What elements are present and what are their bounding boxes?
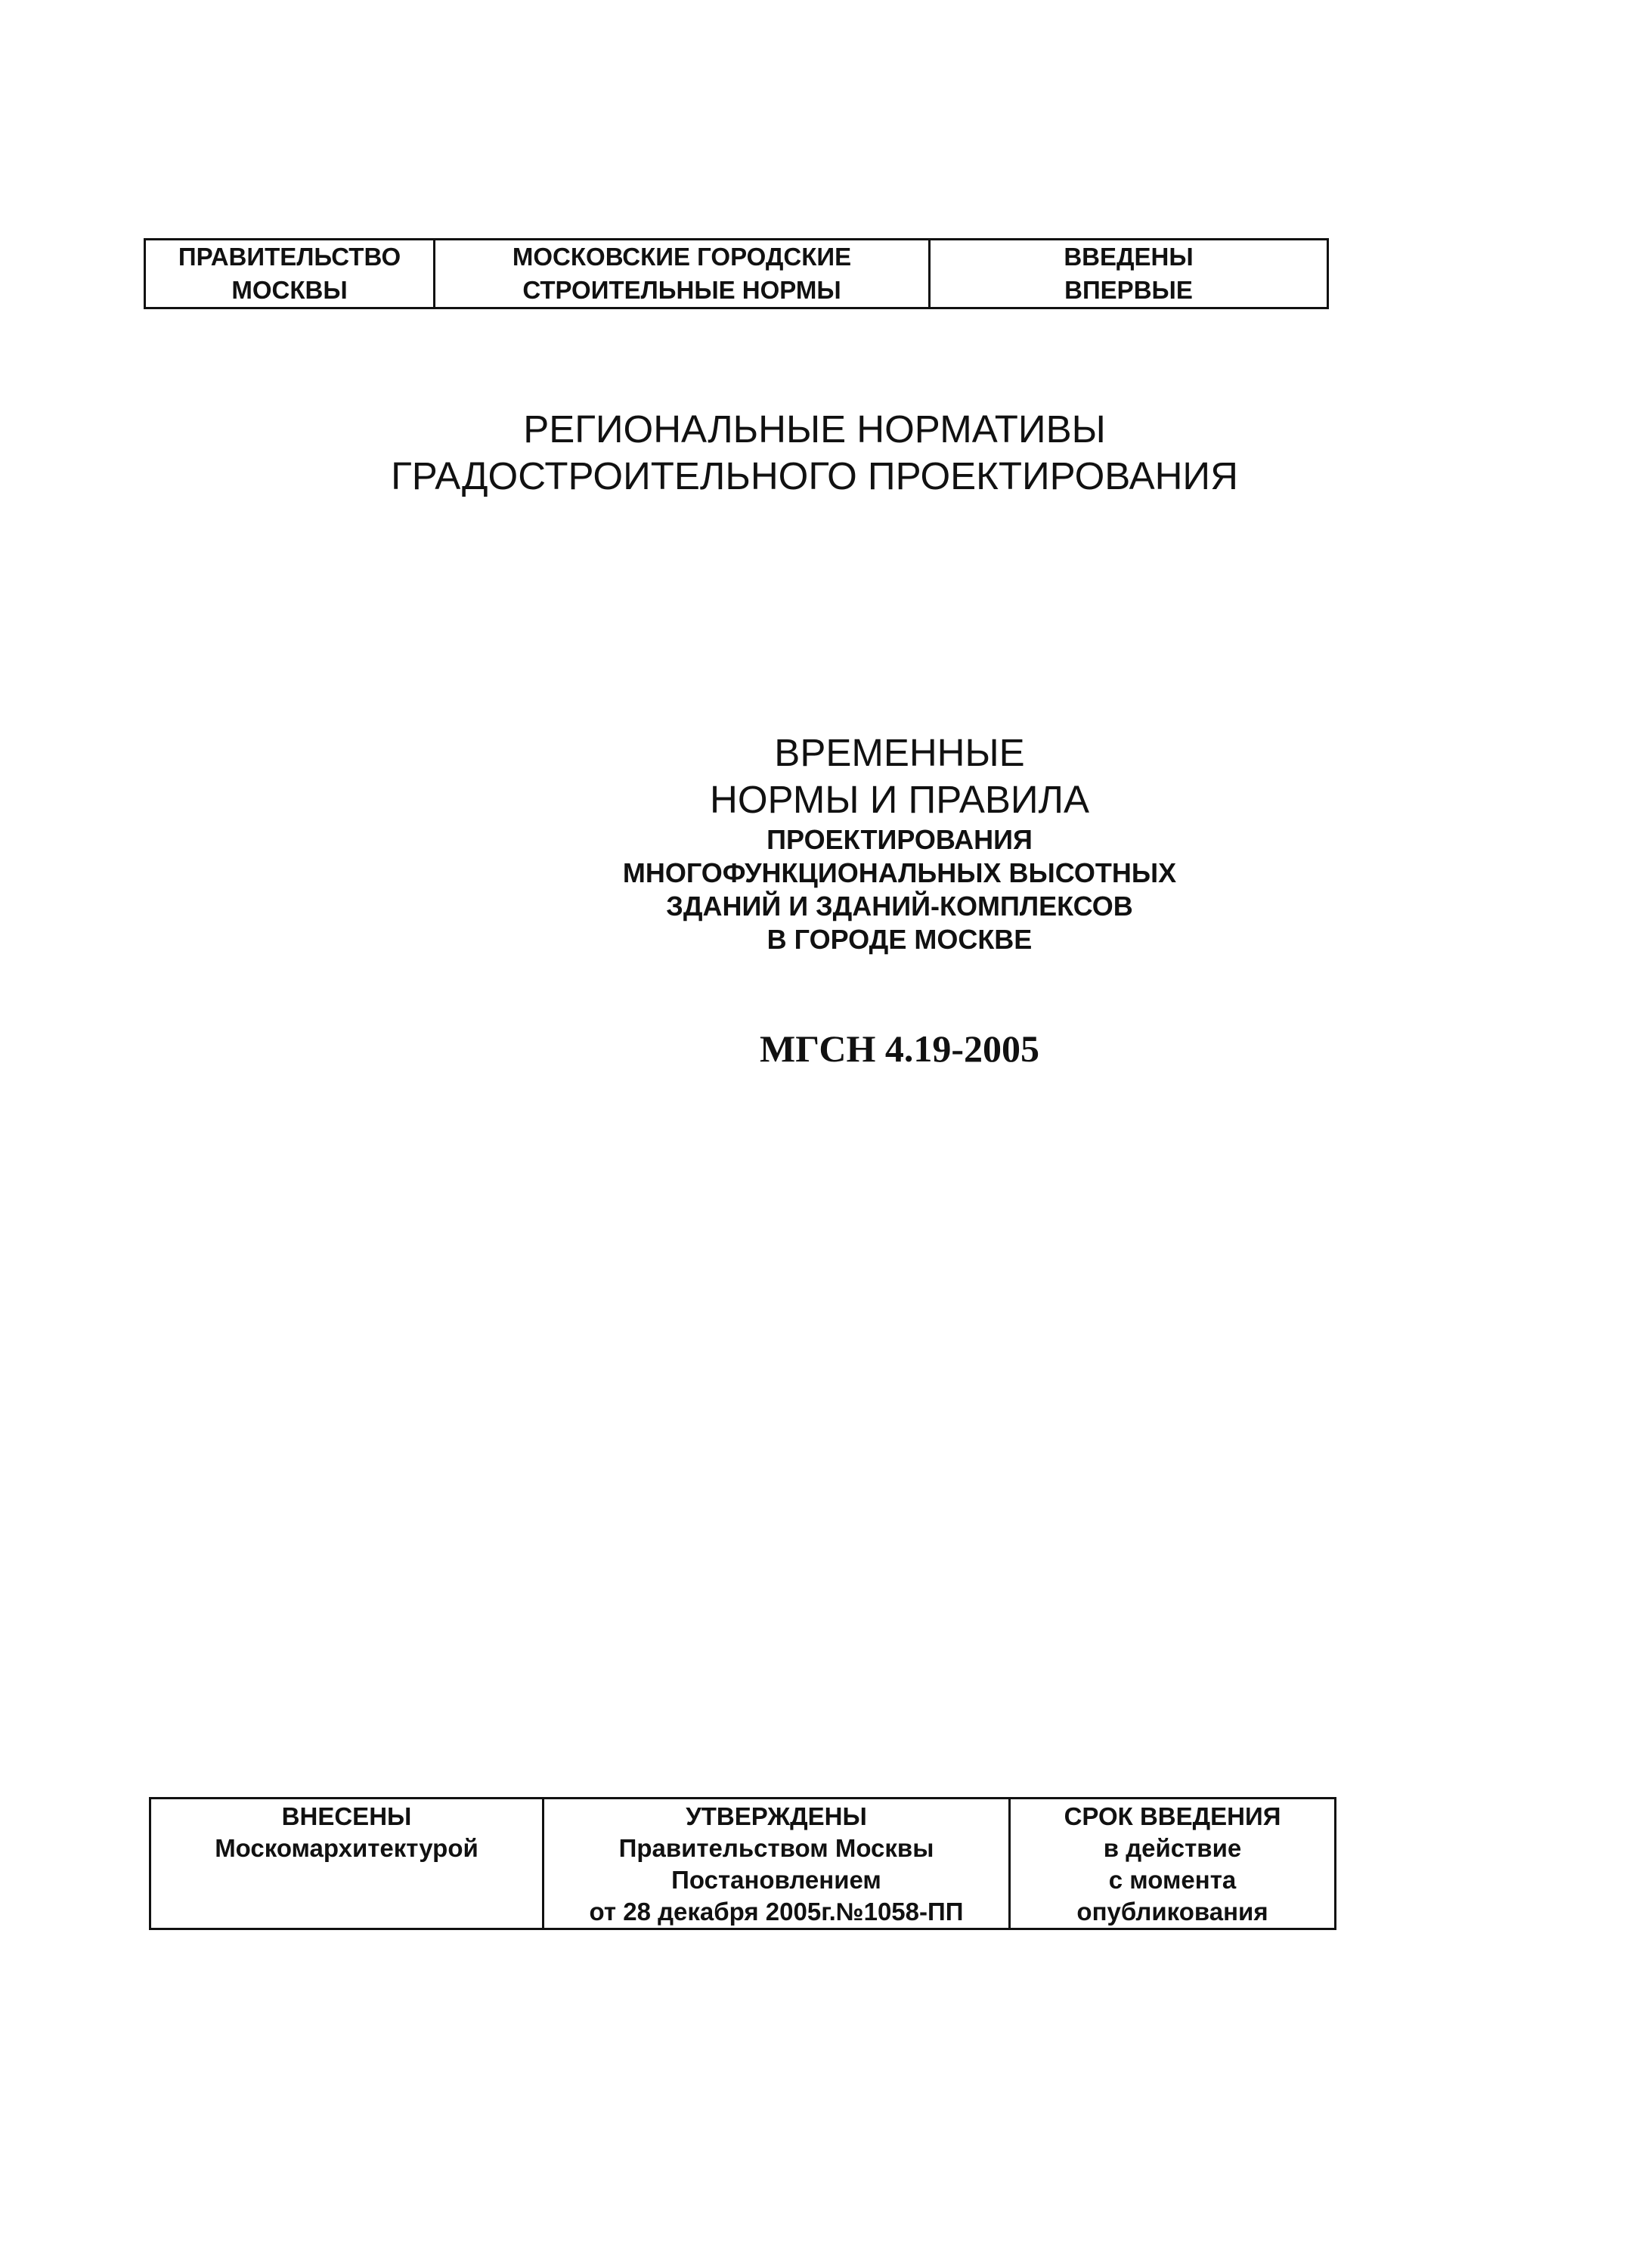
footer-cell-line: с момента — [1108, 1866, 1237, 1894]
header-cell-line: ПРАВИТЕЛЬСТВО — [178, 243, 401, 271]
subtitle-main — [522, 730, 1277, 823]
subtitle-detail-line: МНОГОФУНКЦИОНАЛЬНЫХ ВЫСОТНЫХ — [622, 857, 1177, 888]
header-cell-line: МОСКВЫ — [231, 276, 348, 304]
header-cell-line: МОСКОВСКИЕ ГОРОДСКИЕ — [512, 243, 852, 271]
document-code: МГСН 4.19-2005 — [760, 1027, 1039, 1070]
header-cell-norms — [435, 240, 930, 308]
footer-cell-line: от 28 декабря 2005г.№1058-ПП — [589, 1898, 964, 1926]
header-table — [144, 238, 1329, 309]
footer-cell-line: Москомархитектурой — [215, 1834, 478, 1862]
header-cell-line: ВВЕДЕНЫ — [1064, 243, 1194, 271]
document-title-line: ГРАДОСТРОИТЕЛЬНОГО ПРОЕКТИРОВАНИЯ — [391, 454, 1238, 497]
footer-cell-line: СРОК ВВЕДЕНИЯ — [1064, 1802, 1281, 1830]
header-cell-introduced — [930, 240, 1328, 308]
footer-cell-line: ВНЕСЕНЫ — [281, 1802, 412, 1830]
footer-cell-line: опубликования — [1076, 1898, 1268, 1926]
document-title-line: РЕГИОНАЛЬНЫЕ НОРМАТИВЫ — [523, 407, 1106, 451]
subtitle-main-line: НОРМЫ И ПРАВИЛА — [709, 778, 1089, 821]
footer-cell-line: Постановлением — [671, 1866, 881, 1894]
footer-cell-line: УТВЕРЖДЕНЫ — [686, 1802, 867, 1830]
footer-cell-effective-date — [1010, 1799, 1336, 1929]
subtitle-detail-line: ПРОЕКТИРОВАНИЯ — [766, 824, 1033, 855]
footer-cell-approved — [544, 1799, 1010, 1929]
subtitle-detail-line: ЗДАНИЙ И ЗДАНИЙ-КОМПЛЕКСОВ — [666, 891, 1133, 922]
header-cell-government — [145, 240, 435, 308]
document-title — [0, 406, 1629, 500]
footer-cell-submitted — [150, 1799, 544, 1929]
subtitle-detail-line: В ГОРОДЕ МОСКВЕ — [766, 924, 1033, 955]
subtitle-main-line: ВРЕМЕННЫЕ — [774, 731, 1025, 774]
subtitle-detail — [522, 823, 1277, 956]
header-cell-line: ВПЕРВЫЕ — [1064, 276, 1193, 304]
footer-cell-line: в действие — [1103, 1834, 1242, 1862]
header-cell-line: СТРОИТЕЛЬНЫЕ НОРМЫ — [522, 276, 841, 304]
document-subtitle — [522, 730, 1277, 956]
footer-cell-line: Правительством Москвы — [618, 1834, 934, 1862]
footer-table — [149, 1797, 1336, 1930]
